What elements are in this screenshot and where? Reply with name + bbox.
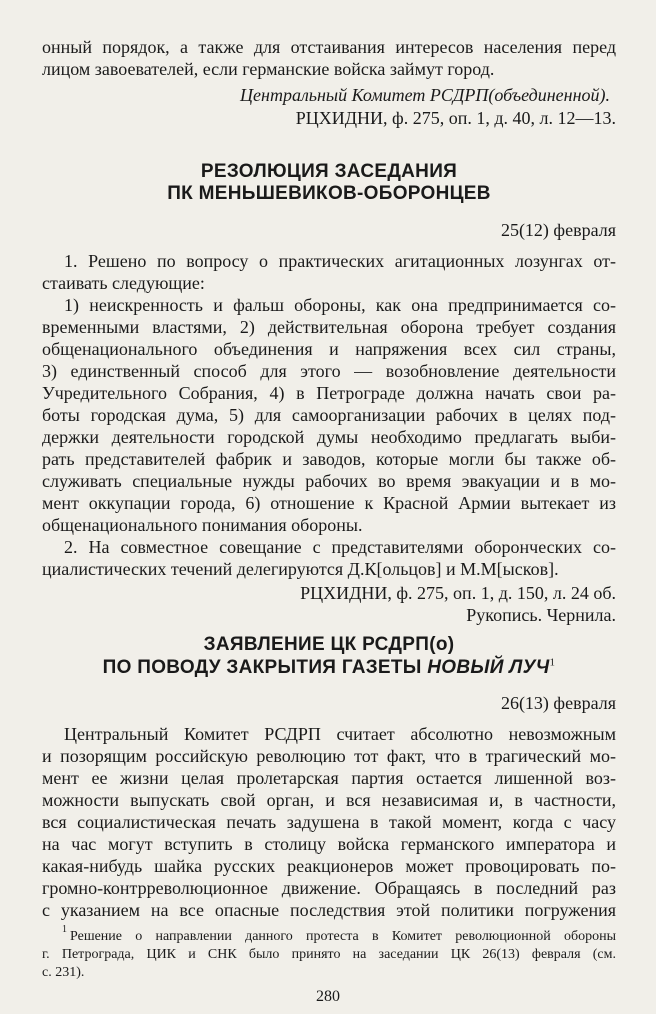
footnote-text: Решение о направлении данного протеста в Комитет революционной обороны	[70, 929, 616, 944]
date: 26(13) февраля	[500, 693, 616, 713]
paragraph-line: стаивать следующие:	[42, 273, 205, 293]
paragraph-line: на час могут вступить в столицу войска германского императора и	[42, 834, 616, 854]
section-title: ПК МЕНЬШЕВИКОВ-ОБОРОНЦЕВ	[167, 183, 491, 204]
paragraph-line: циалистических течений делегируются Д.К[ольцов] и М.М[ысков].	[42, 559, 559, 579]
paragraph-line: 3) единственный способ для этого — возобновление деятельности	[42, 361, 616, 381]
newspaper-name: НОВЫЙ ЛУЧ	[427, 657, 550, 678]
paragraph-line: Центральный Комитет РСДРП считает абсолютно невозможным	[64, 724, 616, 744]
paragraph-line: служивать специальные нужды рабочих во время эвакуации и в мо-	[42, 471, 616, 491]
paragraph-line: Учредительного Собрания, 4) в Петрограде должна начать свои ра-	[42, 383, 616, 403]
paragraph-line: держки деятельности городской думы необходимо предлагать выби-	[42, 427, 616, 447]
paragraph-line: временными властями, 2) действительная оборона требует создания	[42, 317, 616, 337]
paragraph-line: можности выпускать свой орган, и вся независимая и, в частности,	[42, 790, 616, 810]
page-number: 280	[316, 988, 340, 1005]
paragraph-line: 1) неискренность и фальш обороны, как она предпринимается со-	[64, 295, 616, 315]
archive-note: Рукопись. Чернила.	[466, 605, 616, 625]
footnote-marker: 1	[549, 656, 556, 669]
paragraph-line: вся социалистическая печать задушена в такой момент, когда с часу	[42, 812, 616, 832]
paragraph-line: и позорящим российскую революцию тот факт, что в трагический мо-	[42, 746, 616, 766]
archive-reference: РЦХИДНИ, ф. 275, оп. 1, д. 150, л. 24 об.	[300, 583, 616, 603]
signature: Центральный Комитет РСДРП(объединенной).	[240, 85, 610, 105]
section-title-part: ПО ПОВОДУ ЗАКРЫТИЯ ГАЗЕТЫ	[102, 657, 428, 678]
section-title	[42, 656, 616, 680]
footnote-line: 1 Решение о направлении данного протеста в Комитет революционной обороны	[62, 924, 616, 944]
paragraph-line: 2. На совместное совещание с представителями оборонческих со-	[64, 537, 616, 557]
paragraph-line: мент оккупации города, 6) отношение к Красной Армии вытекает из	[42, 493, 616, 513]
footnote-line: с. 231).	[42, 965, 85, 980]
paragraph-line: громно-контрреволюционное движение. Обращаясь в последний раз	[42, 878, 616, 898]
paragraph-line: общенационального понимания обороны.	[42, 515, 363, 535]
footnote-line: г. Петрограда, ЦИК и СНК было принято на заседании ЦК 26(13) февраля (см.	[42, 947, 616, 962]
paragraph-line: рать представителей фабрик и заводов, которые могли бы также об-	[42, 449, 616, 469]
section-title: РЕЗОЛЮЦИЯ ЗАСЕДАНИЯ	[200, 161, 458, 182]
text-line: лицом завоевателей, если германские войска займут город.	[42, 59, 495, 79]
paragraph-line: с указанием на все опасные последствия этой политики погружения	[42, 900, 616, 920]
date: 25(12) февраля	[500, 220, 616, 240]
paragraph-line: мент ее жизни целая пролетарская партия остается лишенной воз-	[42, 768, 616, 788]
paragraph-line: какая-нибудь шайка русских реакционеров может провоцировать по-	[42, 856, 616, 876]
archive-reference: РЦХИДНИ, ф. 275, оп. 1, д. 40, л. 12—13.	[295, 108, 616, 128]
paragraph-line: 1. Решено по вопросу о практических агитационных лозунгах от-	[64, 251, 616, 271]
paragraph-line: общенационального объединения и напряжения всех сил страны,	[42, 339, 616, 359]
paragraph-line: боты городская дума, 5) для самоорганизации рабочих в целях под-	[42, 405, 616, 425]
text-line: онный порядок, а также для отстаивания интересов населения перед	[42, 37, 616, 57]
section-title: ЗАЯВЛЕНИЕ ЦК РСДРП(о)	[203, 634, 455, 655]
